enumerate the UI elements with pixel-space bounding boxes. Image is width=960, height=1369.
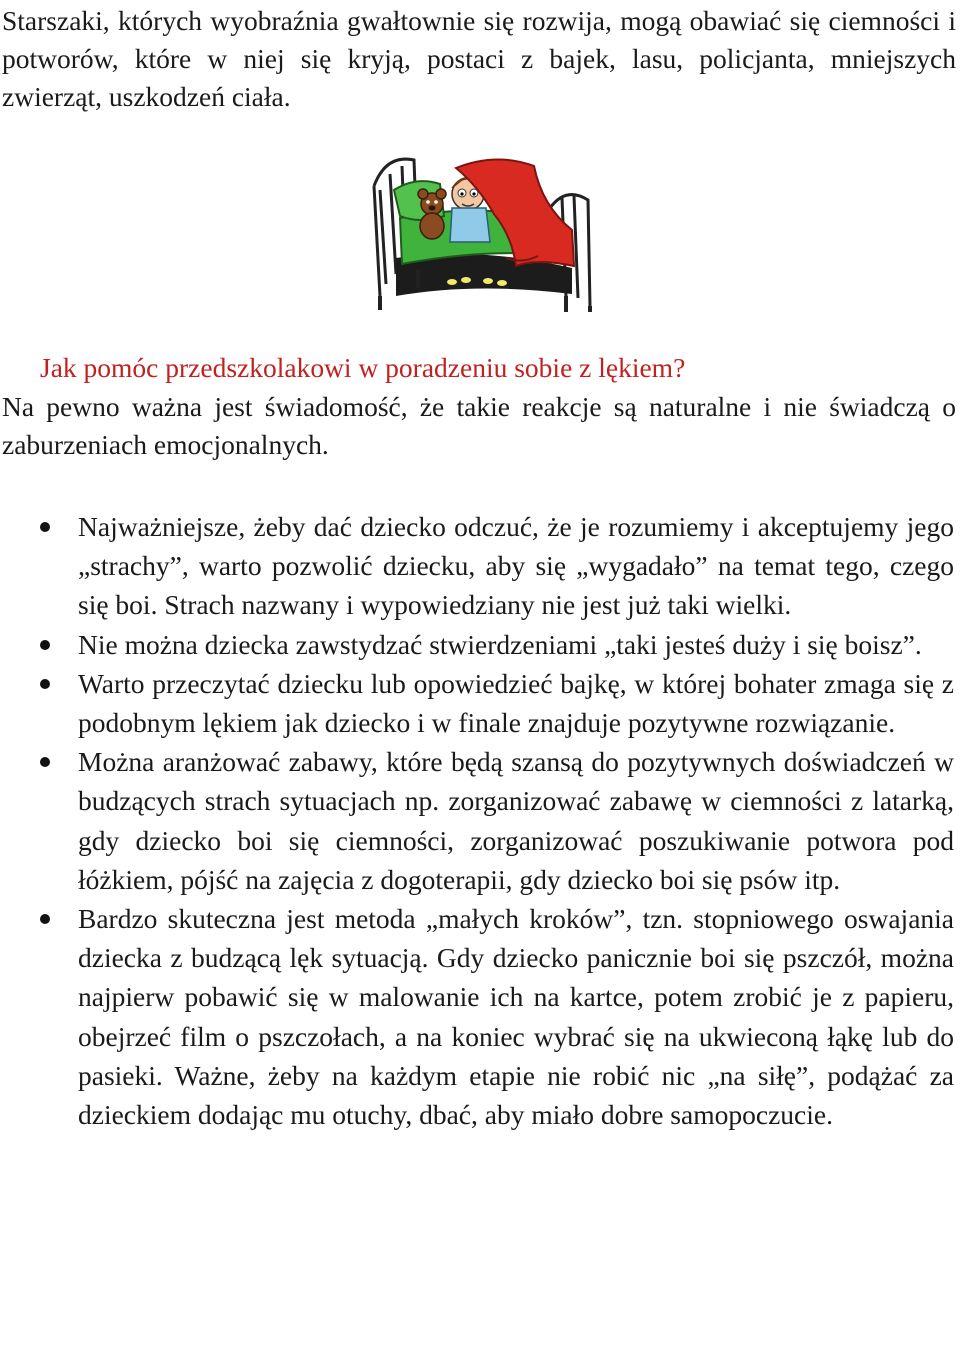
list-item: [0, 664, 954, 742]
bullet-icon: [40, 522, 50, 532]
list-item-text: Warto przeczytać dziecku lub opowiedzieć bajkę, w której bohater zmaga się z podobnym lękiem jak dziecko i w finale znajduje pozytywne rozwiązanie.: [78, 667, 954, 739]
bullet-icon: [40, 914, 50, 924]
list-item: [0, 625, 954, 664]
bullet-icon: [40, 757, 50, 767]
list-item-text: Można aranżować zabawy, które będą szansą do pozytywnych doświadczeń w budzących strach sytuacjach np. zorganizować zabawę w ciemności z latarką, gdy dziecko boi się ciemności, zorganizować poszukiwanie potwora pod łóżkiem, pójść na zajęcia z dogoterapii, gdy dziecko boi się psów itp.: [78, 746, 954, 895]
list-item: [0, 507, 954, 625]
list-item: [0, 742, 954, 899]
intro-paragraph: Starszaki, których wyobraźnia gwałtownie się rozwija, mogą obawiać się ciemności i potworów, które w niej się kryją, postaci z bajek, lasu, policjanta, mniejszych zwierząt, uszkodzeń ciała.: [2, 5, 956, 112]
list-item-text: Nie można dziecka zawstydzać stwierdzeniami „taki jesteś duży i się boisz”.: [78, 628, 922, 660]
section-heading: Jak pomóc przedszkolakowi w poradzeniu sobie z lękiem?: [40, 352, 686, 383]
list-item-text: Bardzo skuteczna jest metoda „małych kroków”, tzn. stopniowego oswajania dziecka z budzącą lęk sytuacją. Gdy dziecko panicznie boi się pszczół, można najpierw pobawić się w malowanie ich na kartce, potem zrobić je z papieru, obejrzeć film o pszczołach, a na koniec wybrać się na ukwieconą łąkę lub do pasieki. Ważne, żeby na każdym etapie nie robić nic „na siłę”, podążać za dzieckiem dodając mu otuchy, dbać, aby miało dobre samopoczucie.: [78, 903, 954, 1131]
body-paragraph: Na pewno ważna jest świadomość, że takie reakcje są naturalne i nie świadczą o zaburzeniach emocjonalnych.: [2, 391, 956, 460]
list-item: [0, 899, 954, 1134]
bullet-icon: [40, 679, 50, 689]
tips-list: [0, 507, 960, 1134]
list-item-text: Najważniejsze, żeby dać dziecko odczuć, że je rozumiemy i akceptujemy jego „strachy”, warto pozwolić dziecku, aby się „wygadało” na temat tego, czego się boi. Strach nazwany i wypowiedziany nie jest już taki wielki.: [78, 511, 954, 621]
child-in-bed-illustration: [366, 146, 594, 314]
bullet-icon: [40, 640, 50, 650]
